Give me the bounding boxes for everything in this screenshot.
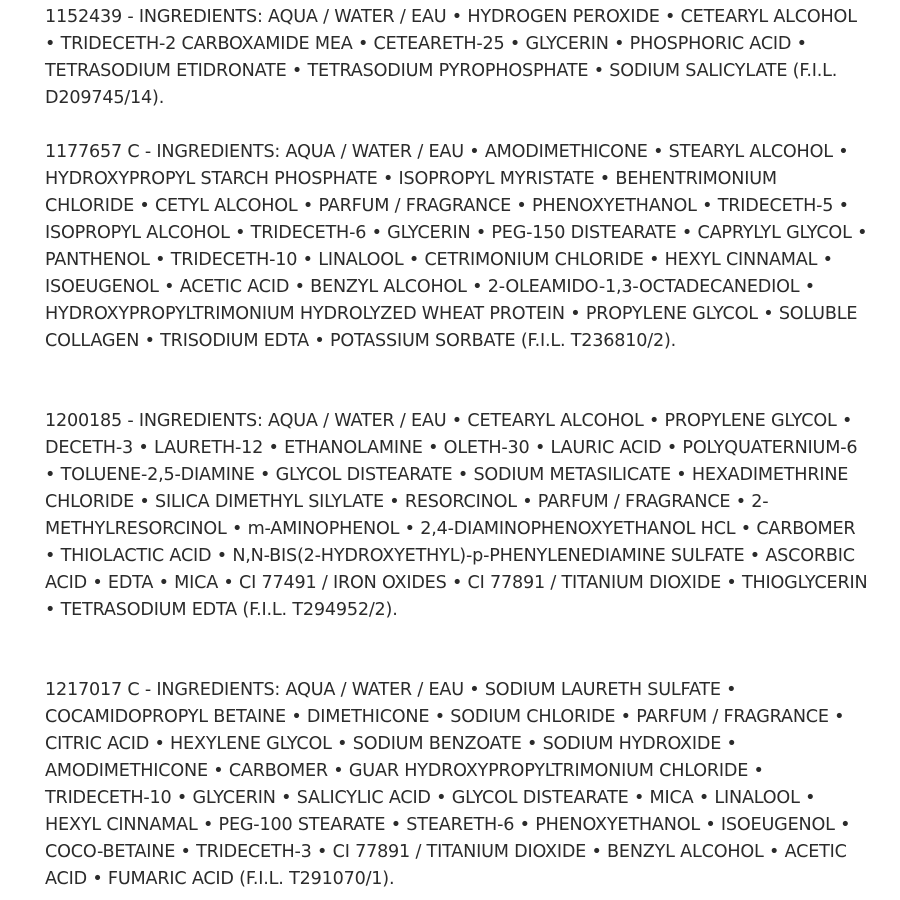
ingredient-list-1217017c: 1217017 C - INGREDIENTS: AQUA / WATER / EAU • SODIUM LAURETH SULFATE • COCAMIDOPROPYL BETAINE • DIMETHICONE • SODIUM CHLORIDE • PARFUM / FRAGRANCE • CITRIC ACID • HEXYLENE GLYCOL • SODIUM BENZOATE • SODIUM HYDROXIDE • AMODIMETHICONE • CARBOMER • GUAR HYDROXYPROPYLTRIMONIUM CHLORIDE • TRIDECETH-10 • GLYCERIN • SALICYLIC ACID • GLYCOL DISTEARATE • MICA • LINALOOL • HEXYL CINNAMAL • PEG-100 STEARATE • STEARETH-6 • PHENOXYETHANOL • ISOEUGENOL • COCO-BETAINE • TRIDECETH-3 • CI 77891 / TITANIUM DIOXIDE • BENZYL ALCOHOL • ACETIC ACID • FUMARIC ACID (F.I.L. T291070/1). xyxy=(45,680,851,889)
ingredient-list-1177657c: 1177657 C - INGREDIENTS: AQUA / WATER / EAU • AMODIMETHICONE • STEARYL ALCOHOL • HYDROXYPROPYL STARCH PHOSPHATE • ISOPROPYL MYRISTATE • BEHENTRIMONIUM CHLORIDE • CETYL ALCOHOL • PARFUM / FRAGRANCE • PHENOXYETHANOL • TRIDECETH-5 • ISOPROPYL ALCOHOL • TRIDECETH-6 • GLYCERIN • PEG-150 DISTEARATE • CAPRYLYL GLYCOL • PANTHENOL • TRIDECETH-10 • LINALOOL • CETRIMONIUM CHLORIDE • HEXYL CINNAMAL • ISOEUGENOL • ACETIC ACID • BENZYL ALCOHOL • 2-OLEAMIDO-1,3-OCTADECANEDIOL • HYDROXYPROPYLTRIMONIUM HYDROLYZED WHEAT PROTEIN • PROPYLENE GLYCOL • SOLUBLE COLLAGEN • TRISODIUM EDTA • POTASSIUM SORBATE (F.I.L. T236810/2). xyxy=(45,142,868,351)
ingredient-list-1200185: 1200185 - INGREDIENTS: AQUA / WATER / EAU • CETEARYL ALCOHOL • PROPYLENE GLYCOL • DECETH-3 • LAURETH-12 • ETHANOLAMINE • OLETH-30 • LAURIC ACID • POLYQUATERNIUM-6 • TOLUENE-2,5-DIAMINE • GLYCOL DISTEARATE • SODIUM METASILICATE • HEXADIMETHRINE CHLORIDE • SILICA DIMETHYL SILYLATE • RESORCINOL • PARFUM / FRAGRANCE • 2-METHYLRESORCINOL • m-AMINOPHENOL • 2,4-DIAMINOPHENOXYETHANOL HCL • CARBOMER • THIOLACTIC ACID • N,N-BIS(2-HYDROXYETHYL)-p-PHENYLENEDIAMINE SULFATE • ASCORBIC ACID • EDTA • MICA • CI 77491 / IRON OXIDES • CI 77891 / TITANIUM DIOXIDE • THIOGLYCERIN • TETRASODIUM EDTA (F.I.L. T294952/2). xyxy=(45,411,868,620)
ingredient-list-1152439: 1152439 - INGREDIENTS: AQUA / WATER / EAU • HYDROGEN PEROXIDE • CETEARYL ALCOHOL • TRIDECETH-2 CARBOXAMIDE MEA • CETEARETH-25 • GLYCERIN • PHOSPHORIC ACID • TETRASODIUM ETIDRONATE • TETRASODIUM PYROPHOSPHATE • SODIUM SALICYLATE (F.I.L. D209745/14). xyxy=(45,7,857,108)
